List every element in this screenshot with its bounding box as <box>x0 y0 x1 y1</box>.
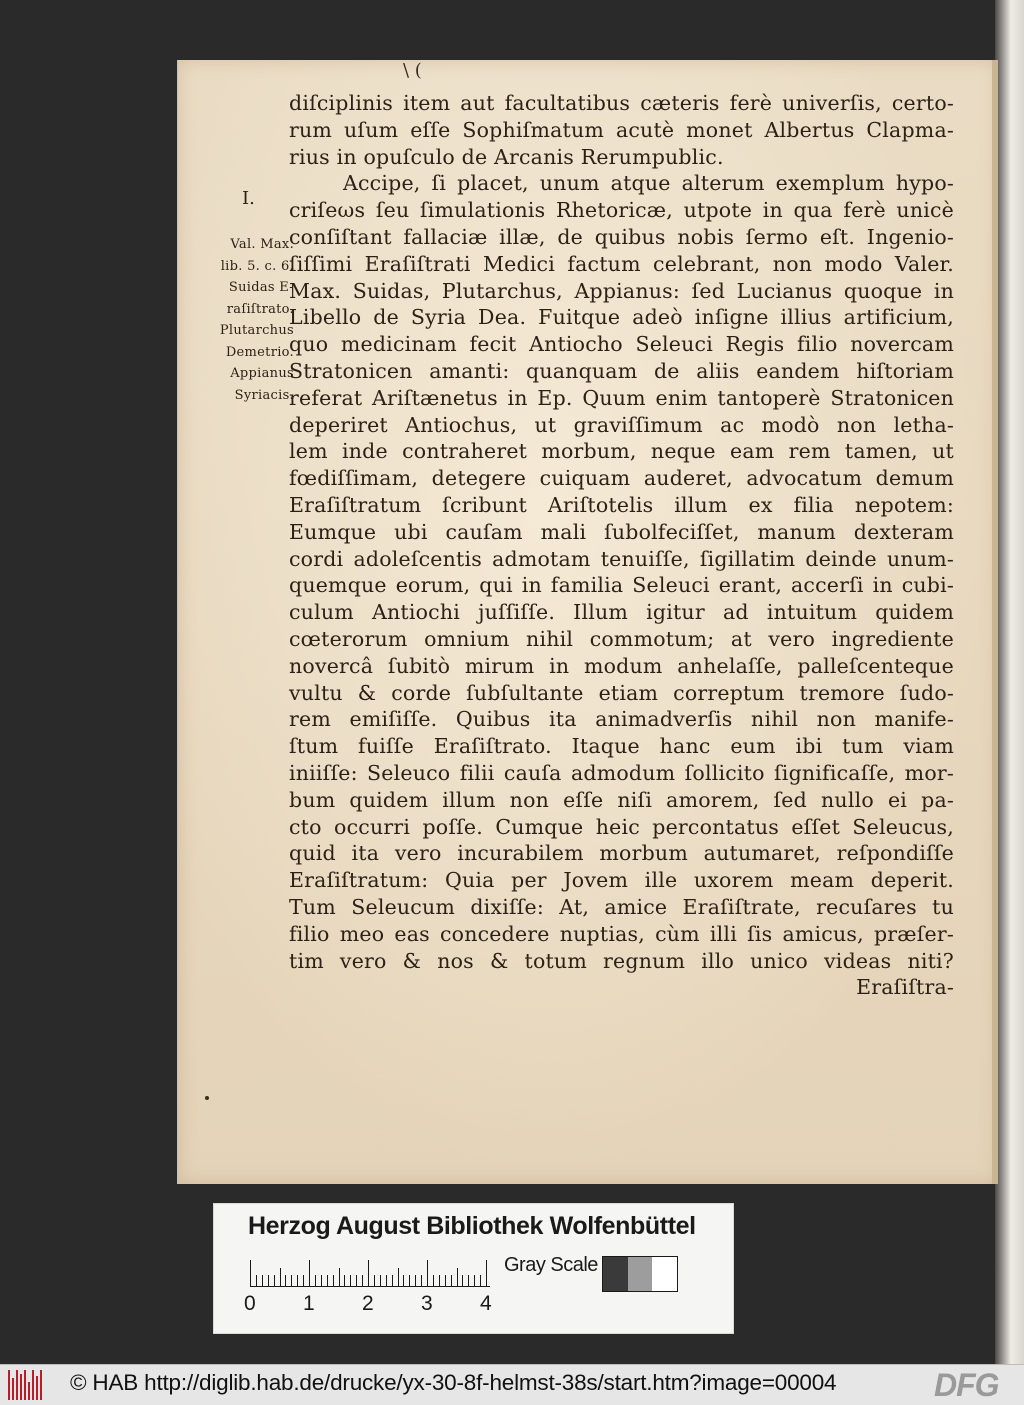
marginal-note-line: Plutarchus <box>219 323 294 338</box>
ruler-tick <box>291 1275 292 1286</box>
text-line: quemque eorum, qui in familia Seleuci erant, accerſi in cubi- <box>289 573 954 598</box>
text-line: bum quidem illum non eſſe niſi amorem, ſed nullo ei pa- <box>289 787 954 812</box>
ruler-tick <box>409 1275 410 1286</box>
ruler-tick <box>285 1275 286 1286</box>
text-line: diſciplinis item aut facultatibus cæteris ferè univerſis, certo- <box>289 91 954 115</box>
ruler-tick <box>451 1275 452 1286</box>
gray-swatch <box>628 1257 653 1291</box>
marginal-note-line: Demetrio. <box>225 344 294 360</box>
ruler-tick <box>439 1275 440 1286</box>
text-line: referat Ariſtænetus in Ep. Quum enim tantoperè Stratonicen <box>289 385 954 410</box>
ruler-tick <box>403 1275 404 1286</box>
ruler-tick <box>262 1275 263 1286</box>
text-line: Eraſiſtratum ſcribunt Ariſtotelis illum ex filia nepotem: <box>289 492 954 517</box>
scale-ruler <box>250 1260 490 1287</box>
ruler-tick <box>356 1275 357 1286</box>
text-line: fœdiſſimam, detegere cuiquam auderet, advocatum demum <box>289 466 954 491</box>
marginal-note-line: Val. Max. <box>230 237 294 252</box>
text-line: tim vero & nos & totum regnum illo unico videas niti? <box>289 948 954 973</box>
barcode-bar <box>40 1370 42 1400</box>
text-line: cordi adoleſcentis admotam tenuiſſe, ſigillatim deinde unum- <box>289 546 954 571</box>
top-mark: \ ( <box>403 60 422 81</box>
text-line: cto occurri poſſe. Cumque heic percontatus eſſet Seleucus, <box>289 814 954 839</box>
gray-swatch <box>603 1257 628 1291</box>
marginal-note-line: Suidas E- <box>228 280 294 295</box>
ruler-tick <box>256 1275 257 1286</box>
scanned-page <box>177 60 998 1184</box>
ruler-tick <box>368 1260 369 1286</box>
ruler-tick <box>480 1275 481 1286</box>
ruler-tick <box>427 1260 428 1286</box>
text-line: lem inde contraheret morbum, neque eam rem tamen, ut <box>289 439 954 464</box>
catchword: Eraſiſtra- <box>856 975 954 1000</box>
ruler-tick <box>386 1275 387 1286</box>
text-line: novercâ ſubitò mirum in modum anhelaſſe, palleſcenteque <box>289 653 954 678</box>
body-text <box>289 90 954 1001</box>
section-marker: I. <box>242 188 255 209</box>
text-line: ſtum fuiſſe Eraſiſtrato. Itaque hanc eum ibi tum viam <box>289 734 954 759</box>
barcode-bar <box>36 1376 38 1400</box>
text-line: Max. Suidas, Plutarchus, Appianus: ſed Lucianus quoque in <box>289 278 954 303</box>
text-line: iniiſſe: Seleuco filii cauſa admodum ſollicito ſignificaſſe, mor- <box>289 760 954 785</box>
text-line: Eumque ubi cauſam mali ſubolfeciſſet, manum dexteram <box>289 519 954 544</box>
ruler-tick <box>462 1275 463 1286</box>
text-line: Eraſiſtratum: Quia per Jovem ille uxorem meam deperit. <box>289 868 954 893</box>
ruler-label: 4 <box>480 1292 492 1315</box>
ruler-tick <box>421 1275 422 1286</box>
footer-bar <box>0 1364 1024 1405</box>
ruler-tick <box>344 1275 345 1286</box>
ruler-tick <box>309 1260 310 1286</box>
barcode-bar <box>28 1382 30 1400</box>
ruler-tick <box>280 1268 281 1286</box>
ruler-tick <box>415 1275 416 1286</box>
barcode-bar <box>16 1370 18 1400</box>
page-spine-edge <box>992 60 998 1184</box>
text-line: rum uſum eſſe Sophiſmatum acutè monet Albertus Clapma- <box>289 117 954 142</box>
ruler-tick <box>445 1275 446 1286</box>
hab-barcode-icon <box>8 1370 46 1400</box>
ruler-tick <box>250 1260 251 1286</box>
text-line: quid ita vero incurabilem morbum autumaret, reſpondiſſe <box>289 841 954 866</box>
ruler-tick <box>333 1275 334 1286</box>
ruler-tick <box>274 1275 275 1286</box>
marginal-note-line: lib. 5. c. 6. <box>220 258 294 274</box>
text-line: quo medicinam fecit Antiocho Seleuci Regis filio novercam <box>289 332 954 357</box>
ruler-tick <box>392 1275 393 1286</box>
ruler-label: 2 <box>362 1292 374 1315</box>
marginal-notes <box>202 234 294 406</box>
barcode-bar <box>20 1374 22 1400</box>
ruler-tick <box>468 1275 469 1286</box>
ruler-tick <box>339 1268 340 1286</box>
ruler-tick <box>433 1275 434 1286</box>
text-line: rius in opuſculo de Arcanis Rerumpublic. <box>289 144 724 169</box>
gray-scale-label: Gray Scale <box>504 1254 598 1276</box>
ruler-tick <box>486 1260 487 1286</box>
marginal-note-line: Syriacis. <box>234 387 294 403</box>
library-color-strip <box>213 1203 734 1334</box>
ruler-tick <box>474 1275 475 1286</box>
barcode-bar <box>8 1370 10 1400</box>
gray-scale-swatches <box>602 1256 678 1292</box>
ruler-tick <box>303 1275 304 1286</box>
ruler-label: 0 <box>244 1292 256 1315</box>
text-line: conſiſtant fallaciæ illæ, de quibus nobis ſermo eſt. Ingenio- <box>289 224 954 249</box>
text-line: rem emiſiſſe. Quibus ita animadverſis nihil non manife- <box>289 707 954 732</box>
text-line: Accipe, ſi placet, unum atque alterum exemplum hypo- <box>343 171 954 196</box>
gray-swatch <box>652 1257 677 1291</box>
marginal-note-line: Appianus <box>230 366 294 381</box>
text-line: ſiſſimi Eraſiſtrati Medici factum celebrant, non modo Valer. <box>289 251 954 276</box>
text-line: Libello de Syria Dea. Fuitque adeò inſigne illius artificium, <box>289 305 954 330</box>
text-line: deperiret Antiochus, ut graviſſimum ac modò non letha- <box>289 412 954 437</box>
barcode-bar <box>12 1378 14 1400</box>
ruler-tick <box>374 1275 375 1286</box>
barcode-bar <box>24 1370 26 1400</box>
ink-dot <box>205 1096 209 1100</box>
ruler-tick <box>268 1275 269 1286</box>
book-edge <box>995 0 1024 1364</box>
ruler-tick <box>398 1268 399 1286</box>
ruler-tick <box>321 1275 322 1286</box>
text-line: Tum Seleucum dixiſſe: At, amice Eraſiſtrate, recuſares tu <box>289 894 954 919</box>
ruler-tick <box>380 1275 381 1286</box>
text-line: filio meo eas concedere nuptias, cùm illi ſis amicus, præſer- <box>289 921 954 946</box>
ruler-tick <box>297 1275 298 1286</box>
text-line: cœterorum omnium nihil commotum; at vero ingrediente <box>289 626 954 651</box>
ruler-tick <box>362 1275 363 1286</box>
ruler-tick <box>350 1275 351 1286</box>
text-line: vultu & corde ſubſultante etiam correptum tremore ſudo- <box>289 680 954 705</box>
ruler-label: 3 <box>421 1292 433 1315</box>
ruler-tick <box>315 1275 316 1286</box>
text-line: culum Antiochi juſſiſſe. Illum igitur ad intuitum quidem <box>289 600 954 625</box>
marginal-note-line: raſiſtrato. <box>226 301 294 317</box>
ruler-tick <box>327 1275 328 1286</box>
text-line: Stratonicen amanti: quanquam de aliis eandem hiſtoriam <box>289 358 954 383</box>
ruler-label: 1 <box>303 1292 315 1315</box>
barcode-bar <box>32 1370 34 1400</box>
library-title: Herzog August Bibliothek Wolfenbüttel <box>248 1212 696 1240</box>
text-line: criſeωs ſeu ſimulationis Rhetoricæ, utpote in qua ferè unicè <box>289 198 954 223</box>
scale-ruler-labels <box>242 1292 502 1316</box>
ruler-tick <box>457 1268 458 1286</box>
copyright-url[interactable]: © HAB http://diglib.hab.de/drucke/yx-30-8f-helmst-38s/start.htm?image=00004 <box>70 1370 837 1395</box>
dfg-logo: DFG <box>934 1367 999 1403</box>
